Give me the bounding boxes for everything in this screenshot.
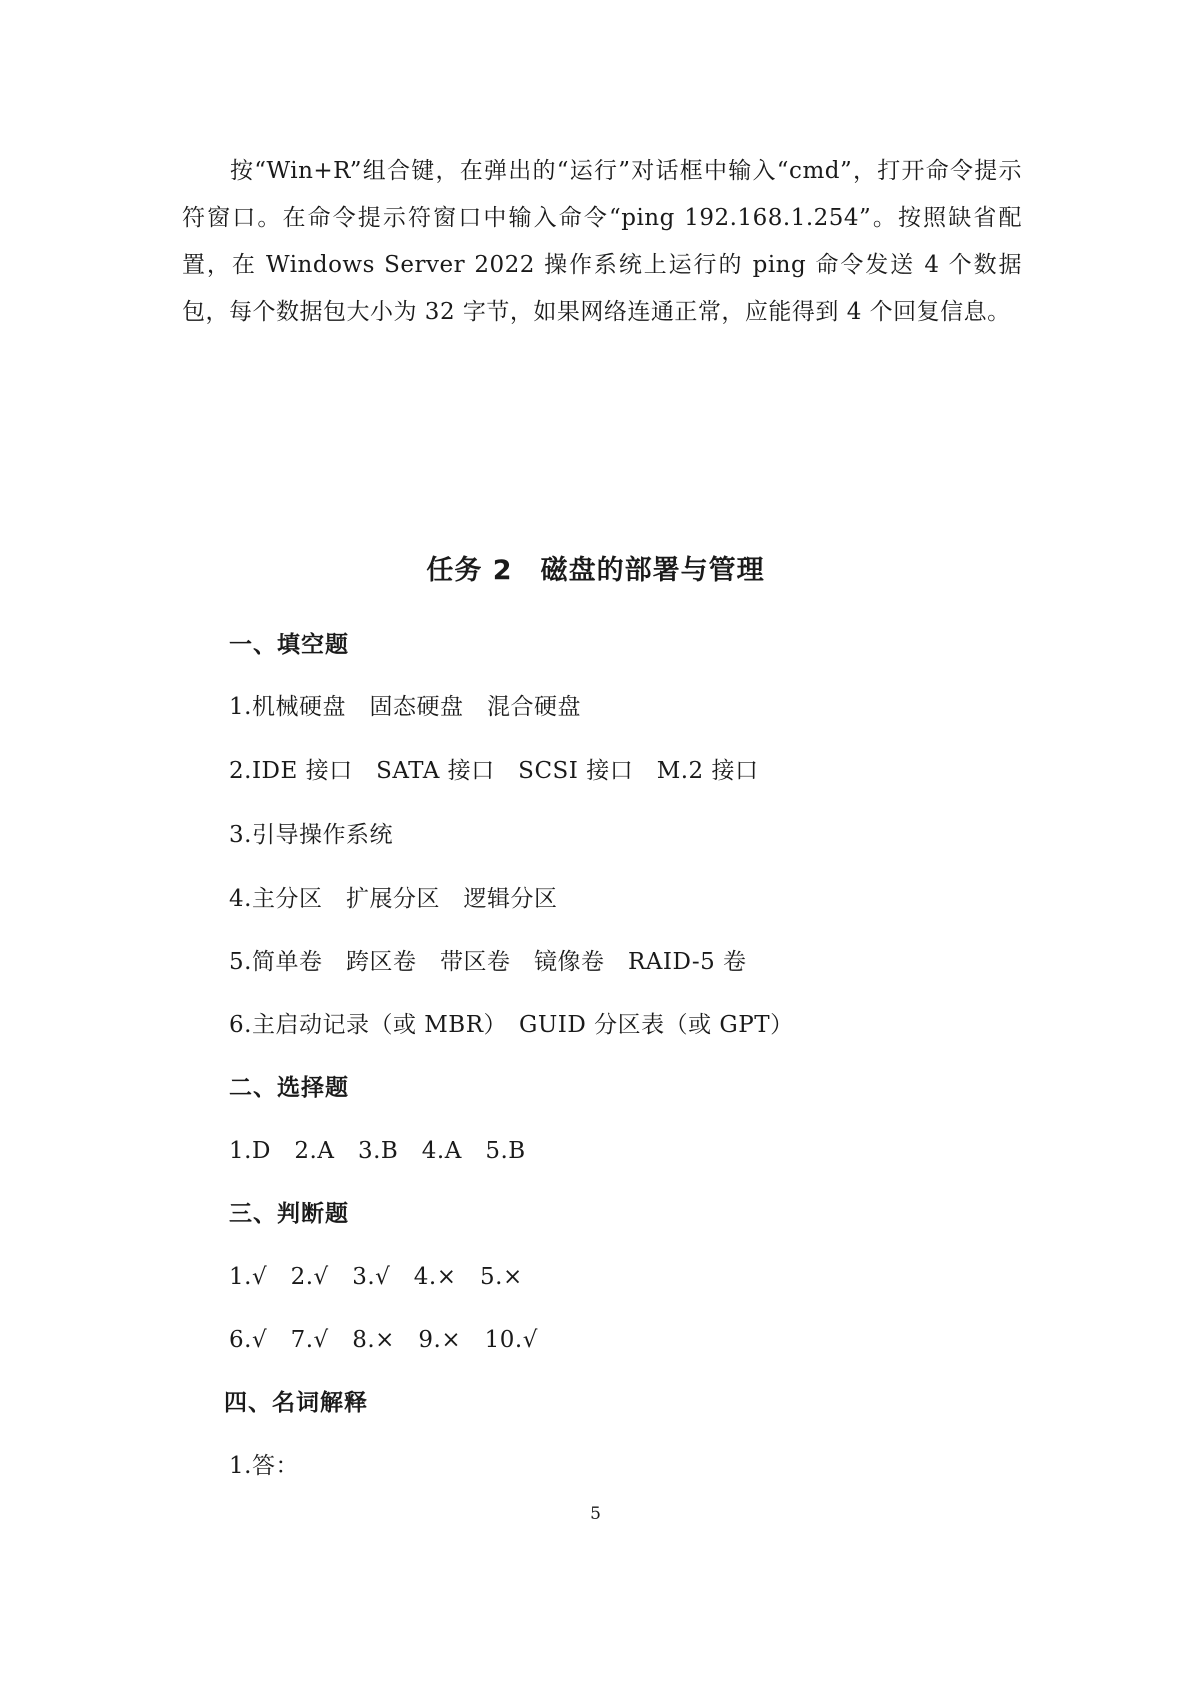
section-heading-judgement: 三、判断题 [229, 1201, 349, 1227]
intro-paragraph: 按“Win+R”组合键，在弹出的“运行”对话框中输入“cmd”，打开命令提示符窗口。在命令提示符窗口中输入命令“ping 192.168.1.254”。按照缺省配置，在 Windows Server 2022 操作系统上运行的 ping 命令发送 4 个数据包，每个数据包大小为 32 字节，如果网络连通正常，应能得到 4 个回复信息。 [182, 158, 1022, 325]
section-heading-terms: 四、名词解释 [224, 1390, 368, 1416]
fill-blank-item-3: 3.引导操作系统 [229, 822, 393, 848]
section-heading-choice: 二、选择题 [229, 1075, 349, 1101]
intro-section [182, 148, 1022, 336]
fill-blank-item-2: 2.IDE 接口 SATA 接口 SCSI 接口 M.2 接口 [229, 758, 759, 784]
fill-blank-item-4: 4.主分区 扩展分区 逻辑分区 [229, 886, 558, 912]
page-number: 5 [590, 1504, 601, 1524]
judgement-item-1: 1.√ 2.√ 3.√ 4.× 5.× [229, 1264, 523, 1290]
judgement-item-2: 6.√ 7.√ 8.× 9.× 10.√ [229, 1327, 538, 1353]
fill-blank-item-6: 6.主启动记录（或 MBR） GUID 分区表（或 GPT） [229, 1012, 794, 1038]
choice-item-1: 1.D 2.A 3.B 4.A 5.B [229, 1138, 526, 1164]
section-heading-fill-blank: 一、填空题 [229, 632, 349, 658]
fill-blank-item-1: 1.机械硬盘 固态硬盘 混合硬盘 [229, 694, 581, 720]
fill-blank-item-5: 5.简单卷 跨区卷 带区卷 镜像卷 RAID-5 卷 [229, 949, 747, 975]
terms-item-1: 1.答： [229, 1453, 299, 1479]
task-title: 任务 2 磁盘的部署与管理 [426, 555, 765, 586]
